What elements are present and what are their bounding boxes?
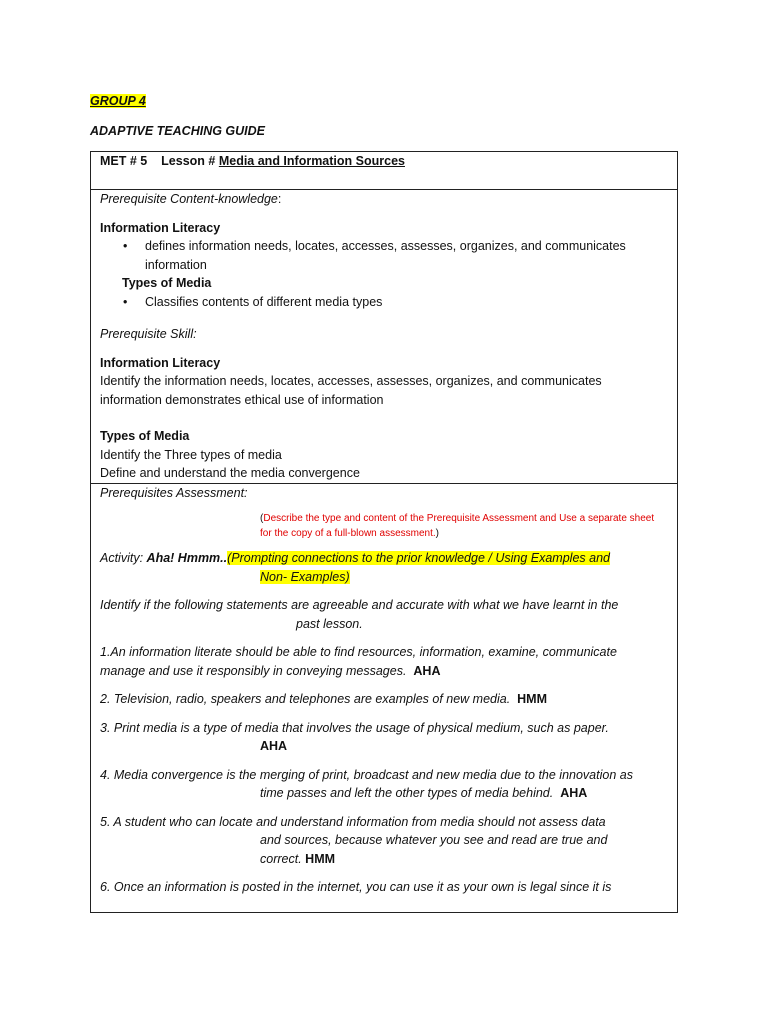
item-2-text: 2. Television, radio, speakers and telephones are examples of new media. — [100, 692, 511, 706]
item-1-text: manage and use it responsibly in conveying messages. — [100, 663, 407, 678]
activity-name: Aha! Hmmm.. — [146, 551, 228, 565]
prerequisites-row — [91, 190, 678, 484]
met-number: MET # 5 — [100, 154, 148, 168]
assessment-label: Prerequisites Assessment: — [100, 485, 248, 500]
item-5-line-3 — [100, 850, 668, 869]
item-4-text: time passes and left the other types of media behind. — [260, 786, 554, 800]
prerequisites-cell — [91, 190, 678, 484]
answer-label: AHA — [260, 739, 288, 753]
activity-description-2: Non- Examples) — [260, 569, 350, 584]
answer-label: AHA — [560, 786, 588, 800]
assessment-note — [260, 512, 668, 541]
lesson-label: Lesson # — [161, 154, 216, 168]
assessment-row — [91, 483, 678, 912]
info-literacy-list — [100, 237, 668, 274]
instruction-line-2: past lesson. — [296, 616, 363, 631]
item-1-line-2 — [100, 662, 668, 681]
item-1-line-1: 1.An information literate should be able to find resources, information, examine, communicate — [100, 645, 617, 659]
item-2 — [100, 690, 668, 709]
lesson-cell — [91, 152, 678, 190]
skill-types-heading: Types of Media — [100, 429, 190, 443]
activity-line — [100, 549, 668, 568]
answer-label: HMM — [305, 851, 336, 866]
list-item: • Classifies contents of different media types — [145, 293, 668, 312]
item-4-line-2 — [100, 784, 668, 803]
skill-info-literacy-heading: Information Literacy — [100, 355, 221, 370]
activity-description: (Prompting connections to the prior knowledge / Using Examples and — [227, 551, 610, 565]
activity-line-2 — [100, 568, 668, 587]
item-6-line-1: 6. Once an information is posted in the internet, you can use it as your own is legal since it is — [100, 880, 612, 894]
item-4-line-1: 4. Media convergence is the merging of print, broadcast and new media due to the innovation as — [100, 767, 633, 782]
lesson-row — [91, 152, 678, 190]
teaching-guide-table — [90, 151, 678, 913]
activity-label: Activity: — [100, 551, 147, 565]
lesson-title: Media and Information Sources — [218, 154, 405, 168]
answer-label: AHA — [413, 663, 441, 678]
skill-info-line-1: Identify the information needs, locates, accesses, assesses, organizes, and communicates — [100, 374, 602, 388]
answer-label: HMM — [517, 692, 548, 706]
note-close-paren: ) — [435, 527, 439, 539]
types-of-media-list — [100, 293, 668, 312]
note-text: Describe the type and content of the Prerequisite Assessment and Use a separate sheet for the copy of a full-blown assessment. — [260, 513, 655, 539]
skill-info-line-2: information demonstrates ethical use of information — [100, 392, 384, 407]
assessment-cell — [91, 483, 678, 912]
content-knowledge-colon: : — [277, 192, 282, 206]
note-open-paren: ( — [260, 513, 264, 524]
prerequisite-skill-label: Prerequisite Skill: — [100, 327, 197, 341]
info-literacy-heading: Information Literacy — [100, 220, 221, 235]
item-5-line-2: and sources, because whatever you see and read are true and — [260, 833, 608, 847]
skill-types-line-1: Identify the Three types of media — [100, 447, 282, 462]
item-5-line-1: 5. A student who can locate and understand information from media should not assess data — [100, 814, 606, 829]
group-heading — [90, 94, 146, 108]
item-3-line-1: 3. Print media is a type of media that involves the usage of physical medium, such as paper. — [100, 720, 609, 735]
item-5-text: correct. — [260, 851, 302, 866]
types-of-media-heading: Types of Media — [122, 276, 212, 290]
list-item: • defines information needs, locates, accesses, assesses, organizes, and communicates information — [145, 237, 668, 274]
skill-types-line-2: Define and understand the media convergence — [100, 466, 360, 480]
group-label: GROUP 4 — [90, 94, 146, 108]
instruction-line-1: Identify if the following statements are agreeable and accurate with what we have learnt in the — [100, 598, 619, 612]
guide-title: ADAPTIVE TEACHING GUIDE — [90, 124, 266, 138]
content-knowledge-label: Prerequisite Content-knowledge — [100, 192, 278, 206]
